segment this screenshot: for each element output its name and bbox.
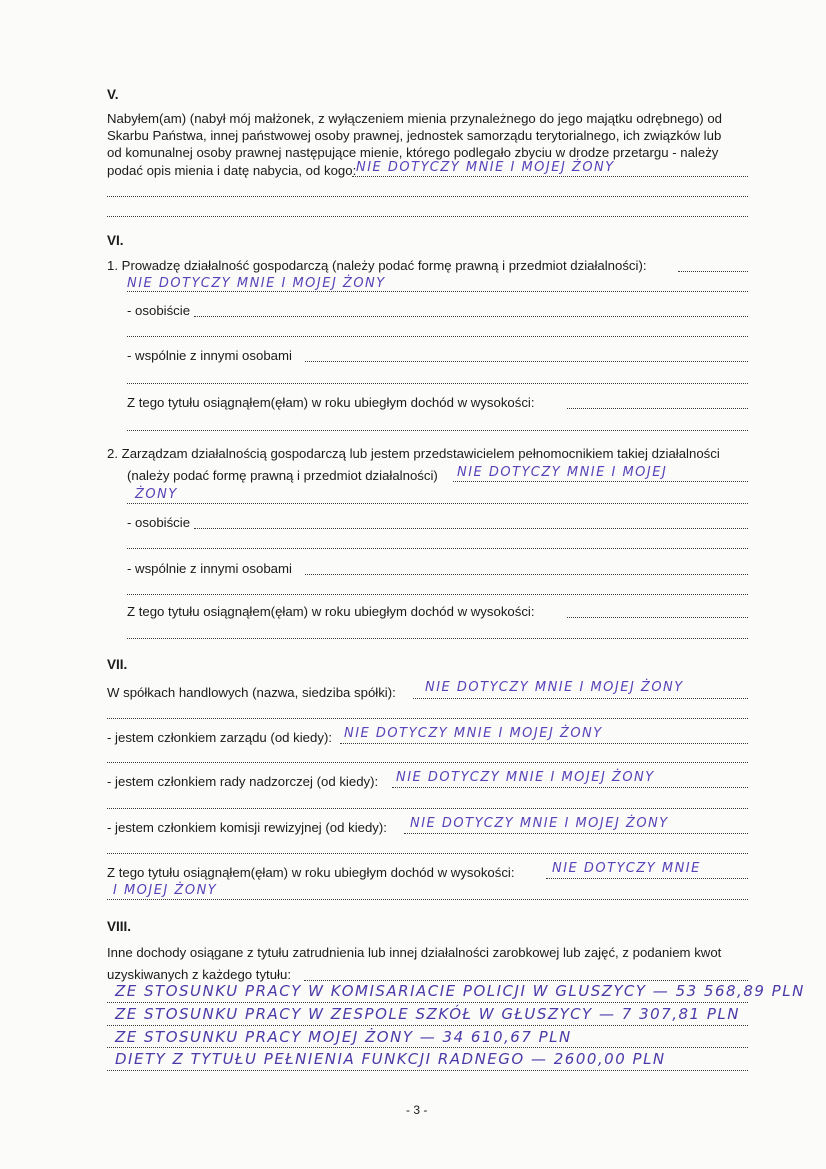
- section-vi-heading: VI.: [107, 233, 124, 248]
- section-vi-item2-answer-1[interactable]: NIE DOTYCZY MNIE I MOJEJ: [457, 465, 668, 480]
- dotted-line: [194, 316, 748, 317]
- dotted-line: [404, 833, 748, 834]
- dotted-line: [127, 383, 748, 384]
- section-vii-companies: W spółkach handlowych (nazwa, siedziba spółki):: [107, 685, 396, 700]
- dotted-line: [546, 878, 748, 879]
- dotted-line: [340, 743, 748, 744]
- dotted-line: [127, 336, 748, 337]
- dotted-line: [305, 361, 748, 362]
- section-vi-item2-jointly: - wspólnie z innymi osobami: [127, 561, 292, 576]
- dotted-line: [413, 698, 748, 699]
- dotted-line: [127, 430, 748, 431]
- section-v-answer-line: [352, 176, 748, 177]
- dotted-line: [127, 548, 748, 549]
- dotted-line: [127, 594, 748, 595]
- section-vii-income-answer-1[interactable]: NIE DOTYCZY MNIE: [552, 861, 701, 876]
- section-vii-heading: VII.: [107, 657, 128, 672]
- section-viii-entry-1[interactable]: ZE STOSUNKU PRACY W KOMISARIACIE POLICJI W GLUSZYCY — 53 568,89 PLN: [115, 982, 805, 1000]
- section-vi-item2-personally: - osobiście: [127, 515, 191, 530]
- section-v-text-3: od komunalnej osoby prawnej następujące mienie, którego podlegało zbyciu w drodze przetargu - należy: [107, 145, 719, 160]
- dotted-line: [127, 503, 748, 504]
- dotted-line: [194, 528, 748, 529]
- section-vii-board: - jestem członkiem zarządu (od kiedy):: [107, 730, 332, 745]
- section-vii-supervisory: - jestem członkiem rady nadzorczej (od kiedy):: [107, 774, 379, 789]
- section-vi-item2-answer-2[interactable]: ŻONY: [135, 487, 178, 502]
- dotted-line: [107, 196, 748, 197]
- dotted-line: [107, 853, 748, 854]
- section-vi-item1-jointly: - wspólnie z innymi osobami: [127, 348, 292, 363]
- page-number: - 3 -: [406, 1103, 428, 1117]
- section-vii-audit: - jestem członkiem komisji rewizyjnej (od kiedy):: [107, 820, 387, 835]
- section-vi-item1-personally: - osobiście: [127, 303, 191, 318]
- dotted-line: [678, 271, 748, 272]
- dotted-line: [453, 481, 748, 482]
- section-viii-entry-2[interactable]: ZE STOSUNKU PRACY W ZESPOLE SZKÓŁ W GŁUSZYCY — 7 307,81 PLN: [115, 1005, 740, 1023]
- section-v-heading: V.: [107, 87, 119, 102]
- section-vi-item2-income: Z tego tytułu osiągnąłem(ęłam) w roku ubiegłym dochód w wysokości:: [127, 604, 535, 619]
- dotted-line: [107, 718, 748, 719]
- section-v-text-2: Skarbu Państwa, innej państwowej osoby prawnej, jednostek samorządu terytorialnego, ich związków lub: [107, 128, 722, 143]
- section-vii-income-answer-2[interactable]: I MOJEJ ŻONY: [113, 883, 218, 898]
- dotted-line: [107, 1025, 748, 1026]
- section-vii-supervisory-answer[interactable]: NIE DOTYCZY MNIE I MOJEJ ŻONY: [396, 770, 655, 785]
- dotted-line: [567, 408, 748, 409]
- section-viii-text-1: Inne dochody osiągane z tytułu zatrudnienia lub innej działalności zarobkowej lub zajęć, z podaniem kwot: [107, 945, 722, 960]
- dotted-line: [107, 899, 748, 900]
- section-vi-item1-answer[interactable]: NIE DOTYCZY MNIE I MOJEJ ŻONY: [127, 276, 386, 291]
- section-vi-item1-text: 1. Prowadzę działalność gospodarczą (należy podać formę prawną i przedmiot działalności):: [107, 258, 647, 273]
- dotted-line: [107, 1070, 748, 1071]
- dotted-line: [107, 808, 748, 809]
- dotted-line: [305, 574, 748, 575]
- section-v-text-1: Nabyłem(am) (nabył mój małżonek, z wyłączeniem mienia przynależnego do jego majątku odrębnego) od: [107, 111, 722, 126]
- dotted-line: [392, 787, 748, 788]
- dotted-line: [567, 617, 748, 618]
- section-vi-item2-text-1: 2. Zarządzam działalnością gospodarczą lub jestem przedstawicielem pełnomocnikiem takiej działalności: [107, 446, 720, 461]
- section-v-text-4: podać opis mienia i datę nabycia, od kogo:: [107, 163, 357, 178]
- section-vii-board-answer[interactable]: NIE DOTYCZY MNIE I MOJEJ ŻONY: [344, 726, 603, 741]
- dotted-line: [304, 980, 748, 981]
- section-viii-heading: VIII.: [107, 919, 132, 934]
- dotted-line: [127, 638, 748, 639]
- dotted-line: [107, 762, 748, 763]
- section-viii-entry-3[interactable]: ZE STOSUNKU PRACY MOJEJ ŻONY — 34 610,67 PLN: [115, 1028, 572, 1046]
- section-v-answer[interactable]: NIE DOTYCZY MNIE I MOJEJ ŻONY: [356, 160, 615, 175]
- dotted-line: [107, 1047, 748, 1048]
- dotted-line: [107, 216, 748, 217]
- dotted-line: [127, 291, 748, 292]
- section-vi-item1-income: Z tego tytułu osiągnąłem(ęłam) w roku ubiegłym dochód w wysokości:: [127, 395, 535, 410]
- dotted-line: [107, 1002, 748, 1003]
- section-vii-income: Z tego tytułu osiągnąłem(ęłam) w roku ubiegłym dochód w wysokości:: [107, 865, 515, 880]
- section-vii-audit-answer[interactable]: NIE DOTYCZY MNIE I MOJEJ ŻONY: [410, 816, 669, 831]
- section-vi-item2-text-2: (należy podać formę prawną i przedmiot działalności): [127, 468, 438, 483]
- section-viii-text-2: uzyskiwanych z każdego tytułu:: [107, 967, 291, 982]
- section-viii-entry-4[interactable]: DIETY Z TYTUŁU PEŁNIENIA FUNKCJI RADNEGO — 2600,00 PLN: [115, 1050, 666, 1068]
- section-vii-companies-answer[interactable]: NIE DOTYCZY MNIE I MOJEJ ŻONY: [425, 680, 684, 695]
